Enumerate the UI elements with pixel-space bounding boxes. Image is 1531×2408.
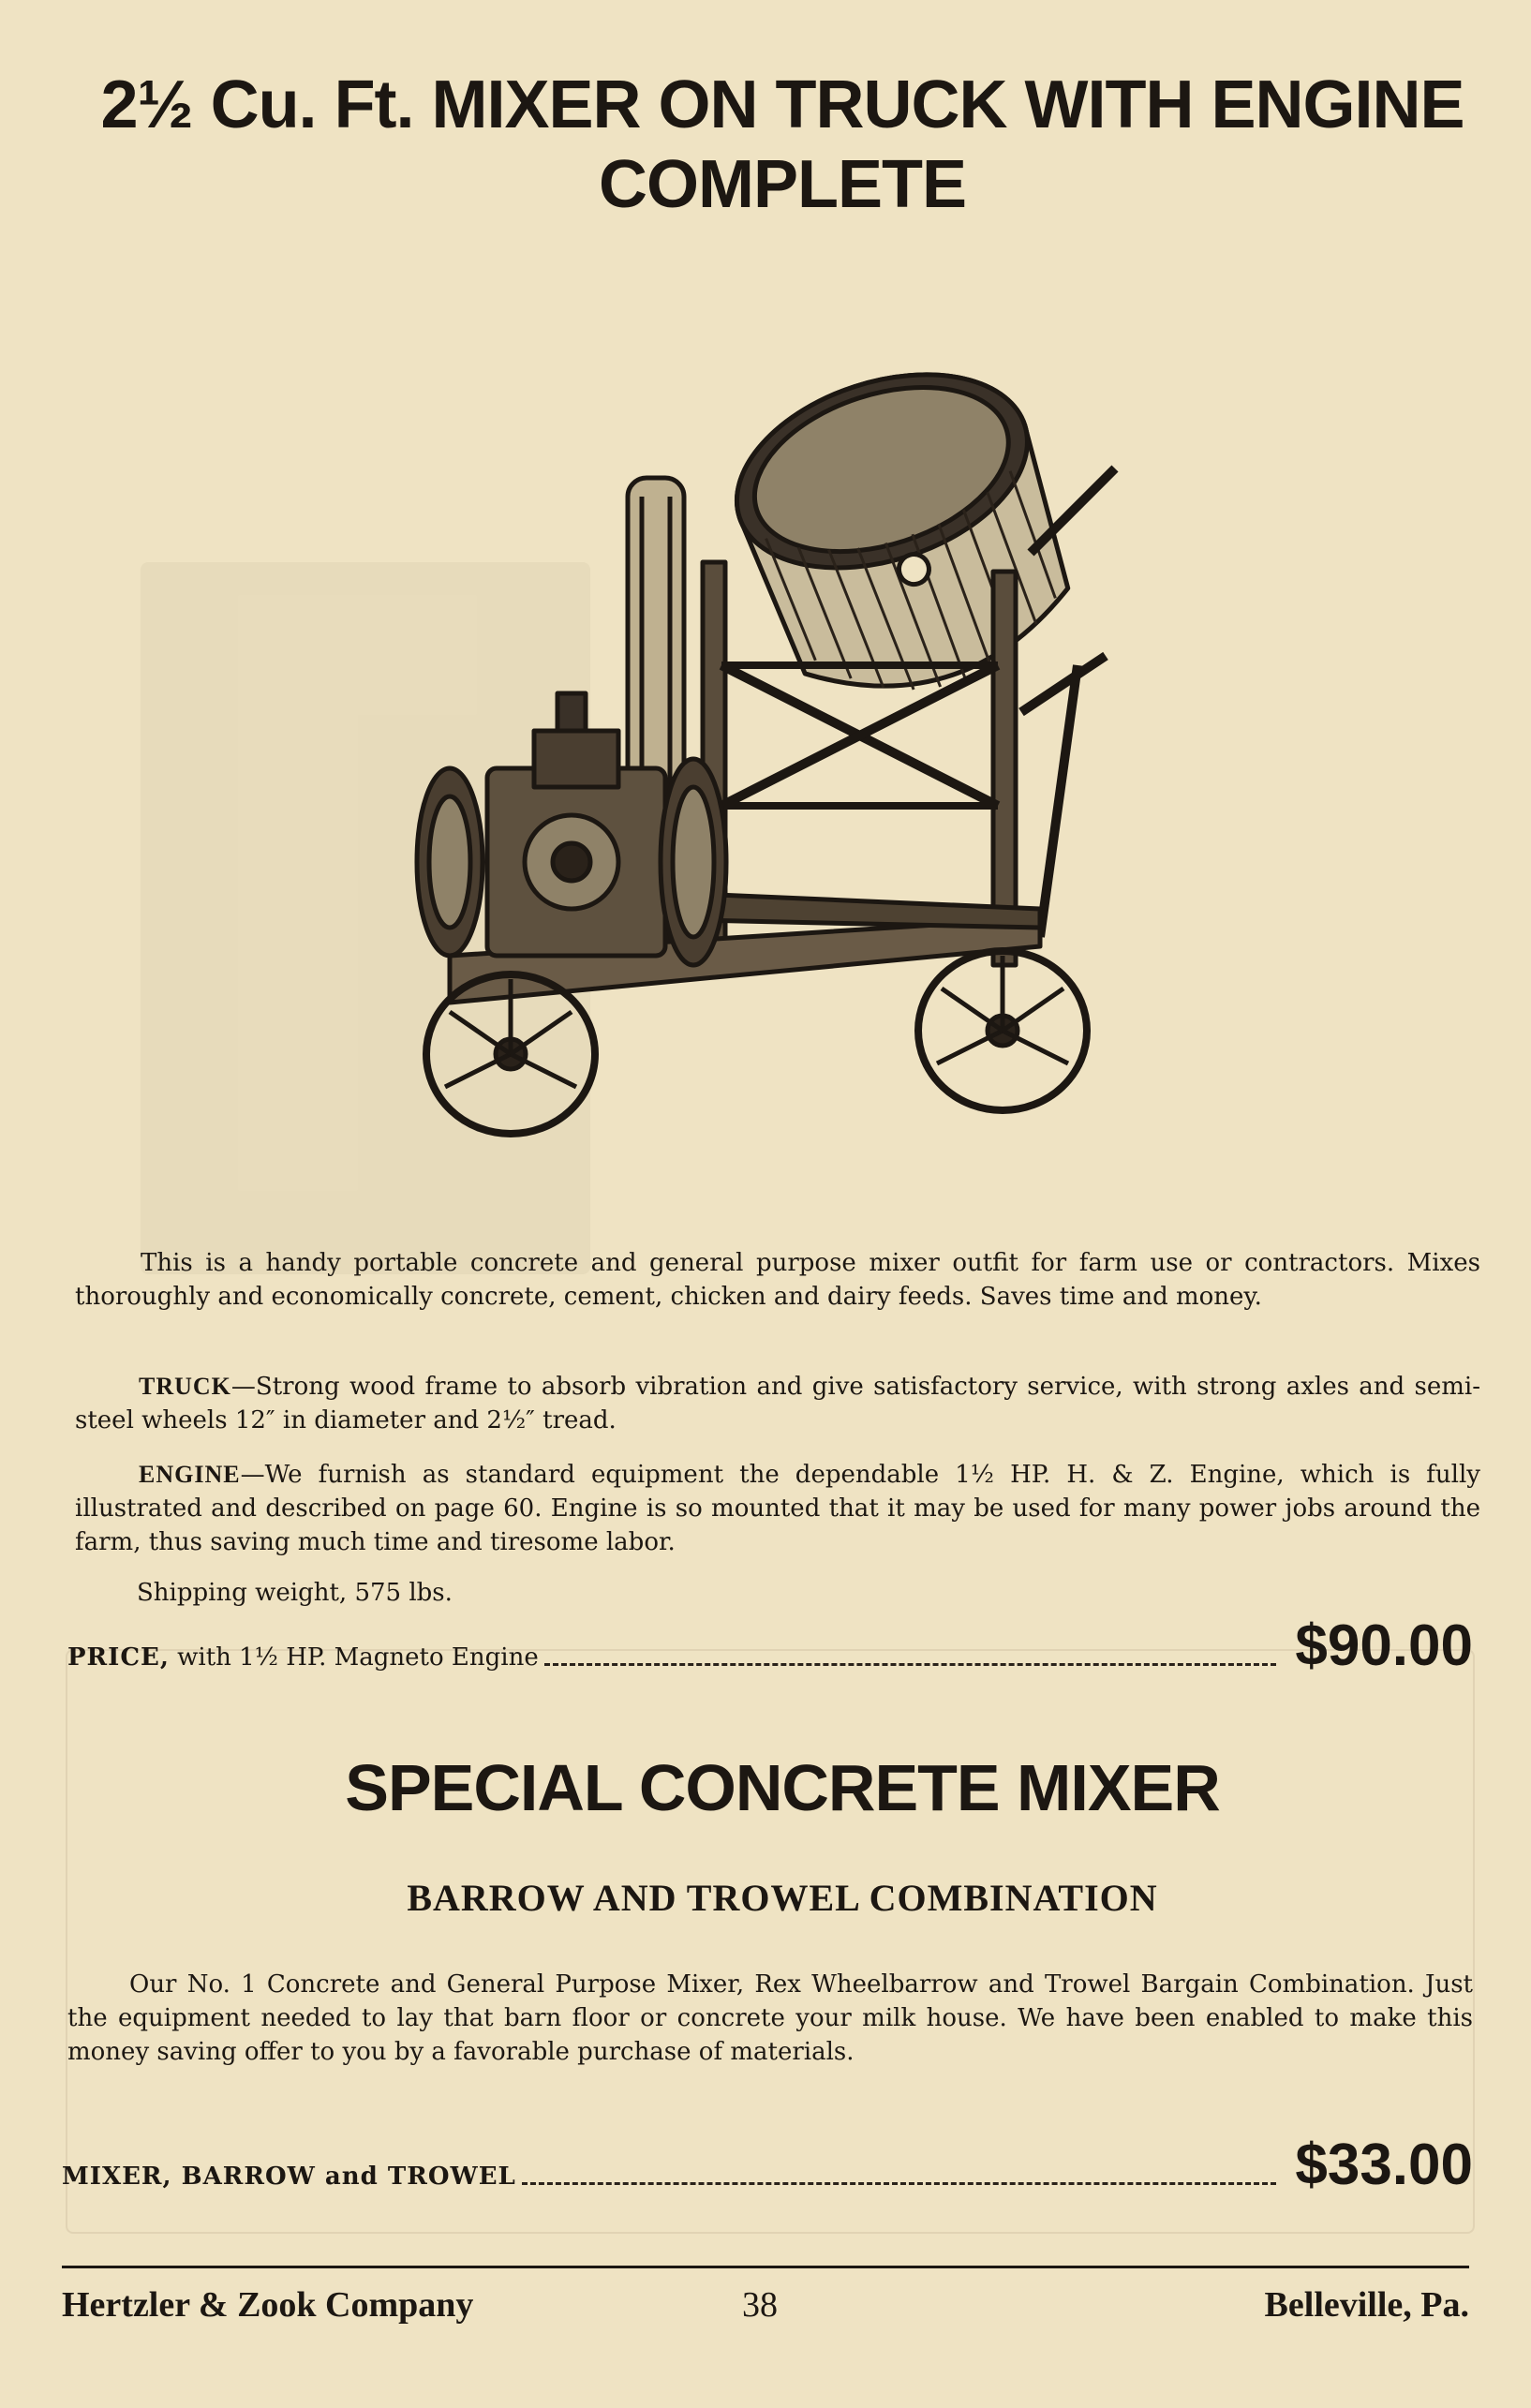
intro-paragraph: This is a handy portable concrete and general purpose mixer outfit for farm use or contractors. Mixes thoroughly and economically concrete, cement, chicken and dairy feeds. Saves time and money.: [75, 1249, 1480, 1311]
truck-paragraph: [75, 1370, 1480, 1437]
combination-label-text: MIXER, BARROW and TROWEL: [62, 2163, 516, 2191]
special-mixer-paragraph: Our No. 1 Concrete and General Purpose Mixer, Rex Wheelbarrow and Trowel Bargain Combination. Just the equipment needed to lay that barn floor or concrete your milk house. We have been enabled to make this money saving offer to you by a favorable purchase of materials.: [67, 1970, 1473, 2066]
combination-price: $33.00: [1295, 2133, 1473, 2197]
page-title-line-1: 2½ Cu. Ft. MIXER ON TRUCK WITH ENGINE: [100, 67, 1464, 142]
shipping-weight: Shipping weight, 575 lbs.: [137, 1579, 453, 1607]
footer-rule: [62, 2266, 1469, 2268]
special-mixer-subtitle: BARROW AND TROWEL COMBINATION: [407, 1877, 1158, 1919]
dotted-leader: [544, 1663, 1277, 1666]
footer-company: Hertzler & Zook Company: [62, 2285, 474, 2325]
special-mixer-title: SPECIAL CONCRETE MIXER: [345, 1751, 1220, 1824]
truck-wheel-rear: [918, 951, 1087, 1110]
price-label-rest: with 1½ HP. Magneto Engine: [169, 1643, 539, 1672]
combination-label: [62, 2163, 516, 2198]
engine-heading: ENGINE: [139, 1461, 241, 1488]
footer-location: Belleville, Pa.: [1264, 2285, 1469, 2325]
truck-heading: TRUCK: [139, 1373, 231, 1400]
price-row-mixer-truck: [67, 1613, 1473, 1679]
dotted-leader-2: [522, 2182, 1277, 2185]
price-amount: $90.00: [1295, 1613, 1473, 1678]
footer-page-number: 38: [742, 2285, 778, 2325]
truck-wheel-front: [426, 974, 595, 1134]
concrete-mixer-illustration: [394, 356, 1199, 1181]
engine-text: —We furnish as standard equipment the dependable 1½ HP. H. & Z. Engine, which is fully illustrated and described on page 60. Engine is so mounted that it may be used for many power jobs around the farm, thus saving much time and tiresome labor.: [75, 1461, 1480, 1556]
price-label-bold: PRICE,: [67, 1643, 170, 1672]
page-title-line-2: COMPLETE: [598, 146, 966, 222]
price-label: [67, 1643, 539, 1679]
engine-paragraph: [75, 1458, 1480, 1559]
page-title: [66, 66, 1499, 225]
truck-text: —Strong wood frame to absorb vibration and give satisfactory service, with strong axles and semi-steel wheels 12″ in diameter and 2½″ tread.: [75, 1373, 1480, 1434]
price-row-combination: [62, 2133, 1473, 2198]
